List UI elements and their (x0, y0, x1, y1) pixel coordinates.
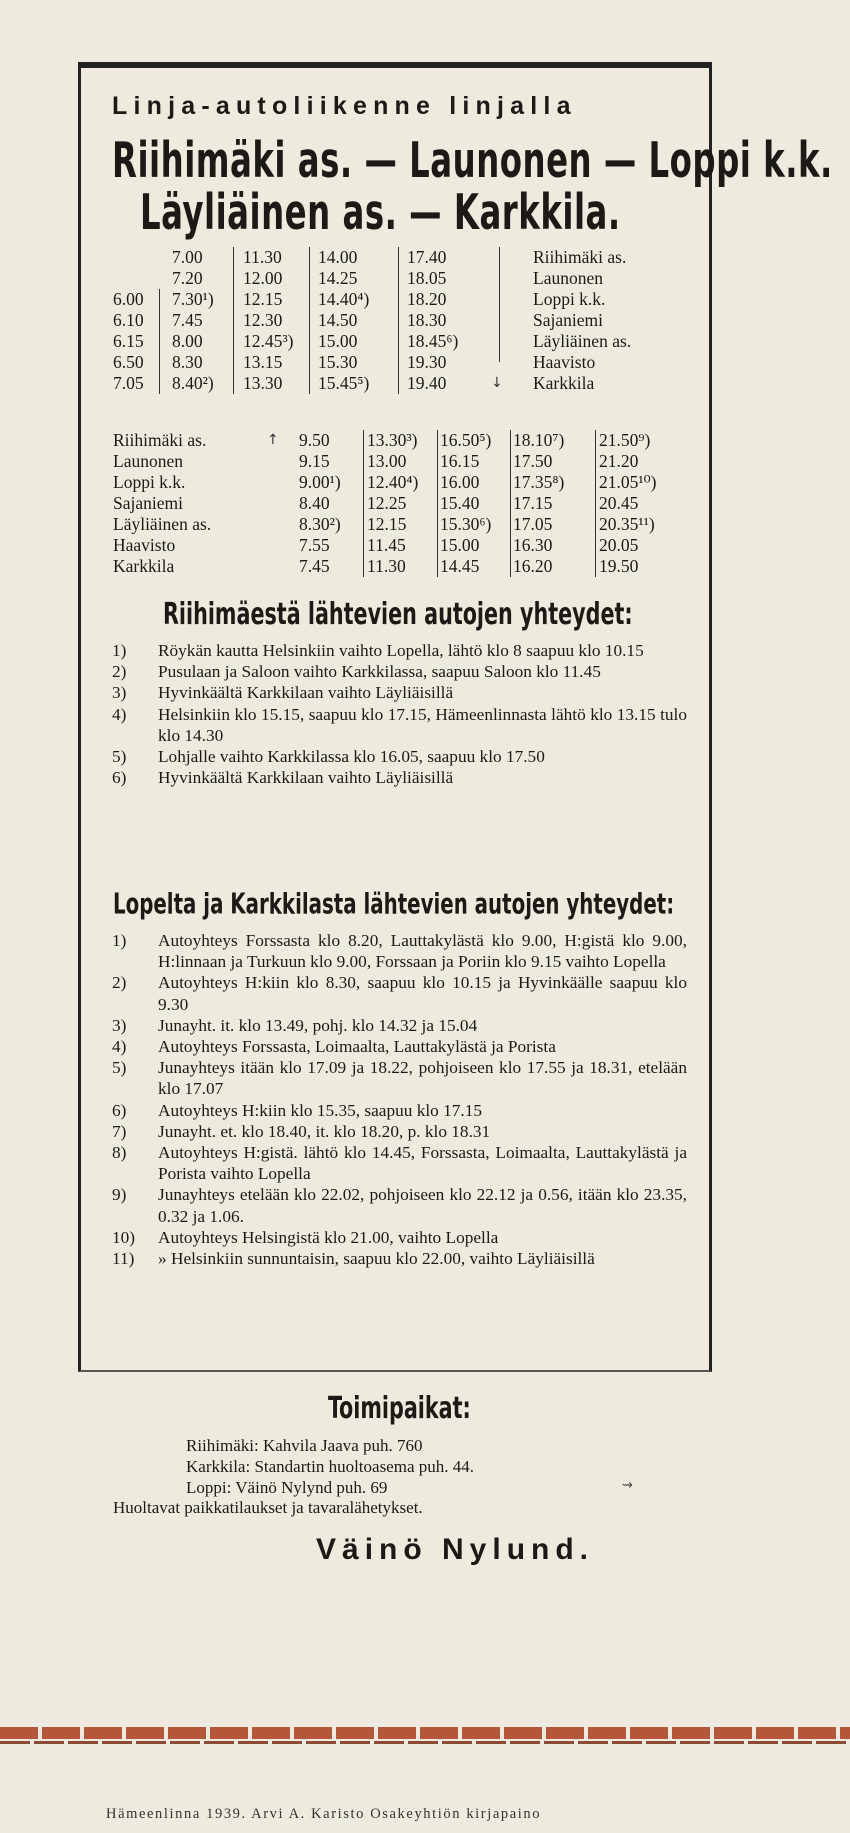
tt2-cell: 12.15 (367, 514, 407, 534)
tt2-col-4 (599, 430, 656, 577)
tt1-cell: 15.00 (318, 331, 358, 351)
note-item: 4) Autoyhteys Forssasta, Loimaalta, Lauttakylästä ja Porista (112, 1037, 556, 1057)
tt1-cell: 17.40 (407, 247, 447, 267)
tt1-cell: 12.45³) (243, 331, 294, 351)
station-label: Riihimäki as. (533, 247, 627, 267)
route-title-1: Riihimäki as. — Launonen — Loppi k.k. (112, 134, 833, 190)
decorative-band-thin (0, 1741, 850, 1744)
tt1-col-2 (243, 247, 293, 394)
office-contacts (186, 1435, 474, 1498)
service-line: Huoltavat paikkatilaukset ja tavaralähetykset. (113, 1498, 423, 1517)
tt1-cell: 18.05 (407, 268, 447, 288)
note-item: 5) Junayhteys itään klo 17.09 ja 18.22, pohjoiseen klo 17.55 ja 18.31, etelään klo 17.07 (112, 1058, 687, 1099)
note-item: 5) Lohjalle vaihto Karkkilassa klo 16.05, saapuu klo 17.50 (112, 747, 545, 767)
note-item: 8) Autoyhteys H:gistä. lähtö klo 14.45, Forssasta, Loimaalta, Lauttakylästä ja Porista vaihto Lopella (112, 1143, 687, 1184)
section-title-loppi-karkkila: Lopelta ja Karkkilasta lähtevien autojen yhteydet: (113, 889, 675, 922)
tt2-cell: 19.50 (599, 556, 639, 576)
tt1-col-0 (113, 247, 144, 394)
tt1-cell: 8.00 (172, 331, 203, 351)
tt1-cell (113, 247, 144, 268)
tt2-cell: 11.30 (367, 556, 406, 576)
printer-imprint: Hämeenlinna 1939. Arvi A. Karisto Osakeyhtiön kirjapaino (106, 1806, 542, 1822)
note-item: 1) Röykän kautta Helsinkiin vaihto Lopella, lähtö klo 8 saapuu klo 10.15 (112, 641, 644, 660)
tt1-cell: 14.00 (318, 247, 358, 267)
tt1-cell: 6.10 (113, 310, 144, 330)
tt1-cell: 18.45⁶) (407, 331, 459, 351)
note-item: 6) Hyvinkäältä Karkkilaan vaihto Läyliäisillä (112, 768, 454, 788)
tt2-cell: 21.50⁹) (599, 430, 651, 450)
tt2-cell: 17.15 (513, 493, 553, 513)
station-label: Launonen (533, 268, 603, 288)
tt2-cell: 16.15 (440, 451, 480, 471)
note-item: 3) Hyvinkäältä Karkkilaan vaihto Läyliäisillä (112, 683, 454, 703)
tt1-cell: 6.50 (113, 352, 144, 372)
tt1-cell: 7.30¹) (172, 289, 214, 309)
tt2-cell: 12.25 (367, 493, 407, 513)
office-line: Karkkila: Standartin huoltoasema puh. 44. (186, 1457, 474, 1476)
station-label: Haavisto (533, 352, 596, 372)
section-title-riihimaki: Riihimäestä lähtevien autojen yhteydet: (163, 598, 633, 632)
timetable-return (113, 430, 703, 580)
note-item: 1) Autoyhteys Forssasta klo 8.20, Lauttakylästä klo 9.00, H:gistä klo 9.00, H:linnaan ja Turkuun klo 9.00, Forssaan ja Poriin klo 9.15 vaihto Lopella (112, 931, 687, 972)
tt1-cell: 15.30 (318, 352, 358, 372)
tt1-divider (309, 247, 310, 394)
tt1-cell: 18.30 (407, 310, 447, 330)
decorative-band (0, 1727, 850, 1739)
signature-name: Väinö Nylund. (316, 1533, 595, 1566)
tt2-cell: 16.30 (513, 535, 553, 555)
tt2-col-3 (513, 430, 564, 577)
tt1-cell: 8.40²) (172, 373, 214, 393)
tt1-cell: 15.45⁵) (318, 373, 370, 393)
station-label: Karkkila (113, 556, 175, 576)
note-item: 2) Pusulaan ja Saloon vaihto Karkkilassa, saapuu Saloon klo 11.45 (112, 662, 601, 682)
tt2-cell: 7.55 (299, 535, 330, 555)
tt2-cell: 17.05 (513, 514, 553, 534)
office-line: Loppi: Väinö Nylynd puh. 69 (186, 1478, 388, 1497)
section-title-offices: Toimipaikat: (328, 1392, 471, 1426)
tt1-cell: 8.30 (172, 352, 203, 372)
station-label: Haavisto (113, 535, 176, 555)
station-label: Karkkila (533, 373, 595, 393)
tt2-divider (363, 430, 364, 577)
tt1-cell: 19.30 (407, 352, 447, 372)
route-title-2: Läyliäinen as. — Karkkila. (140, 186, 621, 242)
tt2-cell: 14.45 (440, 556, 480, 576)
tt1-divider (398, 247, 399, 394)
tt1-cell: 14.50 (318, 310, 358, 330)
note-item: 4) Helsinkiin klo 15.15, saapuu klo 17.15, Hämeenlinnasta lähtö klo 13.15 tulo klo 14.30 (112, 704, 687, 745)
tt1-cell: 7.05 (113, 373, 144, 393)
note-item: 6) Autoyhteys H:kiin klo 15.35, saapuu klo 17.15 (112, 1100, 483, 1120)
tt2-stations (113, 430, 211, 577)
tt2-cell: 16.20 (513, 556, 553, 576)
tt2-cell: 21.05¹⁰) (599, 472, 657, 492)
notes-loppi-karkkila (112, 930, 687, 1269)
station-label: Läyliäinen as. (533, 331, 632, 351)
timetable-outbound (113, 247, 703, 397)
tt2-col-2 (440, 430, 491, 577)
station-label: Läyliäinen as. (113, 514, 212, 534)
tt2-cell: 18.10⁷) (513, 430, 565, 450)
note-item: 11) » Helsinkiin sunnuntaisin, saapuu klo 22.00, vaihto Läyliäisillä (112, 1249, 595, 1269)
station-label: Sajaniemi (113, 493, 183, 513)
tt2-cell: 8.40 (299, 493, 330, 513)
station-label: Loppi k.k. (113, 472, 186, 492)
tt1-cell: 6.00 (113, 289, 144, 309)
tt1-col-4 (407, 247, 458, 394)
tt1-cell: 13.30 (243, 373, 283, 393)
stamp-mark-icon: ⇝ (622, 1478, 633, 1493)
tt1-cell: 6.15 (113, 331, 144, 351)
note-item: 7) Junayht. et. klo 18.40, it. klo 18.20, p. klo 18.31 (112, 1121, 491, 1141)
tt2-cell: 15.30⁶) (440, 514, 492, 534)
tt2-cell: 17.35⁸) (513, 472, 565, 492)
tt1-col-1 (172, 247, 214, 394)
station-label: Sajaniemi (533, 310, 603, 330)
station-label: Loppi k.k. (533, 289, 606, 309)
tt1-cell: 7.20 (172, 268, 203, 288)
station-label: Launonen (113, 451, 183, 471)
tt2-cell: 9.00¹) (299, 472, 341, 492)
tt1-cell: 19.40 (407, 373, 447, 393)
tt2-cell: 16.50⁵) (440, 430, 492, 450)
tt1-cell: 11.30 (243, 247, 282, 267)
note-item: 9) Junayhteys etelään klo 22.02, pohjoiseen klo 22.12 ja 0.56, itään klo 23.35, 0.32 ja 1.06. (112, 1185, 687, 1226)
tt2-col-0 (299, 430, 341, 577)
arrow-up-icon: ↑ (267, 432, 279, 448)
tt1-stations (533, 247, 631, 394)
tt2-cell: 20.05 (599, 535, 639, 555)
tt2-cell: 20.35¹¹) (599, 514, 655, 534)
tt2-divider (437, 430, 438, 577)
tt2-cell: 21.20 (599, 451, 639, 471)
tt1-divider (159, 289, 160, 394)
tt2-cell: 17.50 (513, 451, 553, 471)
tt2-cell: 7.45 (299, 556, 330, 576)
tt2-cell: 11.45 (367, 535, 406, 555)
tt1-divider (499, 247, 500, 362)
tt1-cell: 12.00 (243, 268, 283, 288)
tt1-cell: 12.30 (243, 310, 283, 330)
notes-riihimaki (112, 640, 687, 788)
tt1-cell: 7.45 (172, 310, 203, 330)
tt2-cell: 15.40 (440, 493, 480, 513)
tt2-cell: 8.30²) (299, 514, 341, 534)
header-line-1: Linja-autoliikenne linjalla (112, 92, 577, 120)
tt2-cell: 15.00 (440, 535, 480, 555)
tt2-cell: 9.50 (299, 430, 330, 450)
tt2-cell: 20.45 (599, 493, 639, 513)
tt2-divider (510, 430, 511, 577)
office-line: Riihimäki: Kahvila Jaava puh. 760 (186, 1436, 423, 1455)
tt2-col-1 (367, 430, 418, 577)
tt2-cell: 13.30³) (367, 430, 418, 450)
tt2-divider (595, 430, 596, 577)
tt1-cell: 7.00 (172, 247, 203, 267)
tt1-col-3 (318, 247, 369, 394)
note-item: 10) Autoyhteys Helsingistä klo 21.00, vaihto Lopella (112, 1227, 499, 1247)
tt2-cell: 12.40⁴) (367, 472, 419, 492)
tt1-cell: 14.25 (318, 268, 358, 288)
tt2-cell: 9.15 (299, 451, 330, 471)
tt1-cell: 14.40⁴) (318, 289, 370, 309)
arrow-down-icon: ↓ (491, 375, 503, 391)
tt2-cell: 13.00 (367, 451, 407, 471)
note-item: 2) Autoyhteys H:kiin klo 8.30, saapuu klo 10.15 ja Hyvinkäälle saapuu klo 9.30 (112, 973, 687, 1014)
tt1-cell: 13.15 (243, 352, 283, 372)
tt1-cell: 12.15 (243, 289, 283, 309)
tt1-cell (113, 268, 144, 289)
note-item: 3) Junayht. it. klo 13.49, pohj. klo 14.32 ja 15.04 (112, 1015, 478, 1035)
tt2-cell: 16.00 (440, 472, 480, 492)
station-label: Riihimäki as. (113, 430, 207, 450)
tt1-divider (233, 247, 234, 394)
tt1-cell: 18.20 (407, 289, 447, 309)
